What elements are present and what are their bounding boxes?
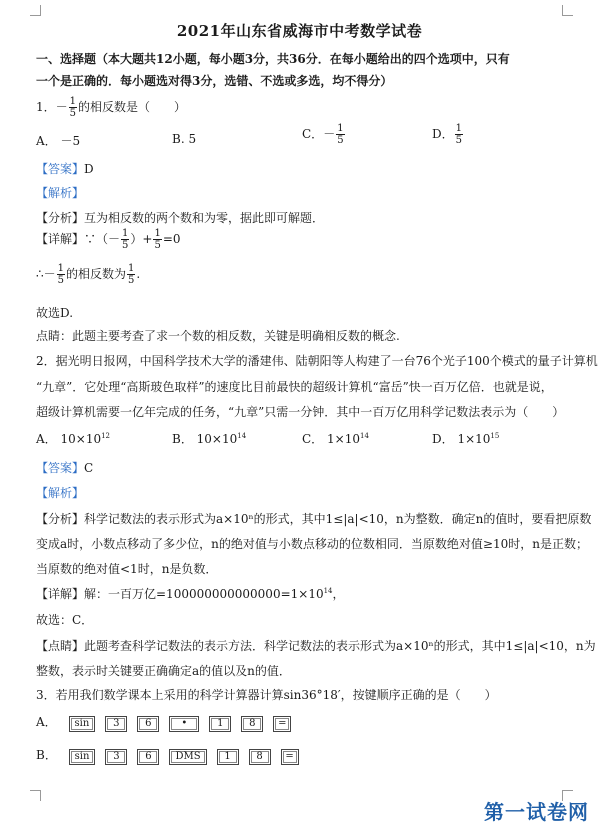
q3-option-b xyxy=(36,746,309,765)
fraction-numerator: 1 xyxy=(128,263,135,274)
fraction xyxy=(121,228,129,251)
fraction-denominator: 5 xyxy=(337,135,344,146)
q1-detail xyxy=(36,228,181,251)
q1-therefore xyxy=(36,263,140,286)
section-heading-line1: 一、选择题（本大题共12小题，每小题3分，共36分．在每小题给出的四个选项中，只有 xyxy=(36,52,510,66)
q2-option-a xyxy=(36,430,110,447)
crop-mark-top-right xyxy=(562,5,573,16)
answer-value: C xyxy=(84,461,94,475)
q2-analysis-line2: 变成a时，小数点移动了多少位，n的绝对值与小数点移动的位数相同．当原数绝对值≥10时，n是正数； xyxy=(36,537,588,551)
q3-option-a xyxy=(36,713,301,732)
key-1: 1 xyxy=(217,749,239,765)
option-label: D． xyxy=(432,432,454,446)
q2-analysis-line1: 【分析】科学记数法的表示形式为a×10ⁿ的形式，其中1≤|a|<10，n为整数．确定n的值时，要看把原数 xyxy=(36,512,592,526)
fraction-denominator: 5 xyxy=(128,275,135,286)
therefore-symbol: ∴－ xyxy=(36,267,56,281)
detail-end: ， xyxy=(332,587,345,601)
question-number: 1． xyxy=(36,100,56,114)
q1-option-b xyxy=(172,132,196,146)
option-exponent: 15 xyxy=(490,432,500,440)
answer-tag: 【答案】 xyxy=(36,162,85,176)
fraction-numerator: 1 xyxy=(122,228,129,239)
fraction-numerator: 1 xyxy=(69,96,77,107)
fraction-denominator: 5 xyxy=(57,275,65,286)
option-label: C． xyxy=(302,432,324,446)
option-exponent: 14 xyxy=(237,432,247,440)
option-text: －5 xyxy=(60,134,81,148)
option-exponent: 12 xyxy=(101,432,111,440)
option-base: 1×10 xyxy=(327,432,360,446)
page-title: 2021年山东省威海市中考数学试卷 xyxy=(176,22,423,40)
key-8: 8 xyxy=(249,749,271,765)
q2-stem-line2: “九章”．它处理“高斯玻色取样”的速度比目前最快的超级计算机“富岳”快一百万亿倍．也就是说， xyxy=(36,380,553,394)
detail-operator: ）+ xyxy=(130,232,153,246)
option-label: B. xyxy=(172,132,185,146)
option-label: B． xyxy=(36,748,57,762)
q2-stem-line1: 2．据光明日报网，中国科学技术大学的潘建伟、陆朝阳等人构建了一台76个光子100个模式的量子计算机 xyxy=(36,354,598,368)
key-6: 6 xyxy=(137,749,159,765)
detail-text: 【详解】解：一百万亿=100000000000000=1×10 xyxy=(36,587,324,601)
sin-key: sin xyxy=(69,716,96,732)
detail-result: =0 xyxy=(162,232,181,246)
fraction-numerator: 1 xyxy=(154,228,161,239)
minus-sign: － xyxy=(55,100,68,114)
q2-option-c xyxy=(302,430,369,447)
watermark-logo: 第一试卷网 xyxy=(484,800,589,824)
fraction-numerator: 1 xyxy=(455,123,462,134)
fraction xyxy=(57,263,65,286)
q3-stem: 3．若用我们数学课本上采用的科学计算器计算sin36°18′，按键顺序正确的是（ ） xyxy=(36,688,497,702)
q1-option-d xyxy=(432,123,464,146)
equals-key: = xyxy=(273,716,291,732)
key-3: 3 xyxy=(105,749,127,765)
question-text: 的相反数是（ ） xyxy=(78,100,187,114)
key-1: 1 xyxy=(209,716,231,732)
q1-answer xyxy=(36,160,94,177)
question-1-stem xyxy=(36,96,186,119)
option-text: 5 xyxy=(188,132,197,146)
crop-mark-top-left xyxy=(30,5,41,16)
minus-sign: － xyxy=(323,127,336,141)
period: . xyxy=(136,267,141,281)
option-label: C． xyxy=(302,127,324,141)
option-base: 10×10 xyxy=(60,432,102,446)
key-3: 3 xyxy=(105,716,127,732)
q1-choose: 故选D. xyxy=(36,306,74,320)
therefore-text: 的相反数为 xyxy=(66,267,127,281)
q2-stem-line3: 超级计算机需要一亿年完成的任务，“九章”只需一分钟．其中一百万亿用科学记数法表示为（ ） xyxy=(36,405,565,419)
answer-value: D xyxy=(84,162,94,176)
section-heading-line2: 一个是正确的．每小题选对得3分，选错、不选或多选，均不得分） xyxy=(36,74,393,88)
fraction-denominator: 5 xyxy=(122,240,129,251)
fraction xyxy=(69,96,77,119)
q2-choose: 故选：C． xyxy=(36,613,94,627)
q1-analysis: 【分析】互为相反数的两个数和为零，据此即可解题． xyxy=(36,211,325,225)
dms-key: DMS xyxy=(169,749,206,765)
fraction xyxy=(455,123,463,146)
key-8: 8 xyxy=(241,716,263,732)
sin-key: sin xyxy=(69,749,96,765)
fraction xyxy=(336,123,344,146)
option-base: 1×10 xyxy=(457,432,491,446)
fraction-numerator: 1 xyxy=(57,263,65,274)
q2-comment-line2: 整数，表示时关键要正确确定a的值以及n的值． xyxy=(36,664,291,678)
detail-label: 【详解】∵（－ xyxy=(36,232,121,246)
option-label: A． xyxy=(36,432,57,446)
q1-option-c xyxy=(302,123,346,146)
fraction-denominator: 5 xyxy=(69,108,77,119)
option-exponent: 14 xyxy=(359,432,369,440)
decimal-point-key: • xyxy=(169,716,199,732)
option-label: D． xyxy=(432,127,454,141)
fraction-numerator: 1 xyxy=(337,123,344,134)
equals-key: = xyxy=(281,749,299,765)
option-label: B． xyxy=(172,432,193,446)
q2-jiexi-tag: 【解析】 xyxy=(36,486,85,500)
q1-tip: 点睛：此题主要考查了求一个数的相反数，关键是明确相反数的概念. xyxy=(36,329,400,343)
detail-exponent: 14 xyxy=(323,587,333,595)
q2-analysis-line3: 当原数的绝对值<1时，n是负数． xyxy=(36,562,218,576)
fraction xyxy=(127,263,135,286)
option-label: A． xyxy=(36,715,57,729)
q1-option-a xyxy=(36,132,80,149)
fraction-denominator: 5 xyxy=(154,240,161,251)
q2-detail xyxy=(36,585,345,602)
q2-option-d xyxy=(432,430,499,447)
crop-mark-bottom-left xyxy=(30,790,41,801)
q2-comment-line1: 【点睛】此题考查科学记数法的表示方法．科学记数法的表示形式为a×10ⁿ的形式，其中1≤|a|<10，n为 xyxy=(36,639,596,653)
fraction-denominator: 5 xyxy=(455,135,462,146)
option-base: 10×10 xyxy=(196,432,238,446)
answer-tag: 【答案】 xyxy=(36,461,85,475)
q2-answer xyxy=(36,459,93,476)
q1-jiexi-tag: 【解析】 xyxy=(36,186,85,200)
q2-option-b xyxy=(172,430,246,447)
key-6: 6 xyxy=(137,716,159,732)
option-label: A． xyxy=(36,134,57,148)
fraction xyxy=(153,228,161,251)
